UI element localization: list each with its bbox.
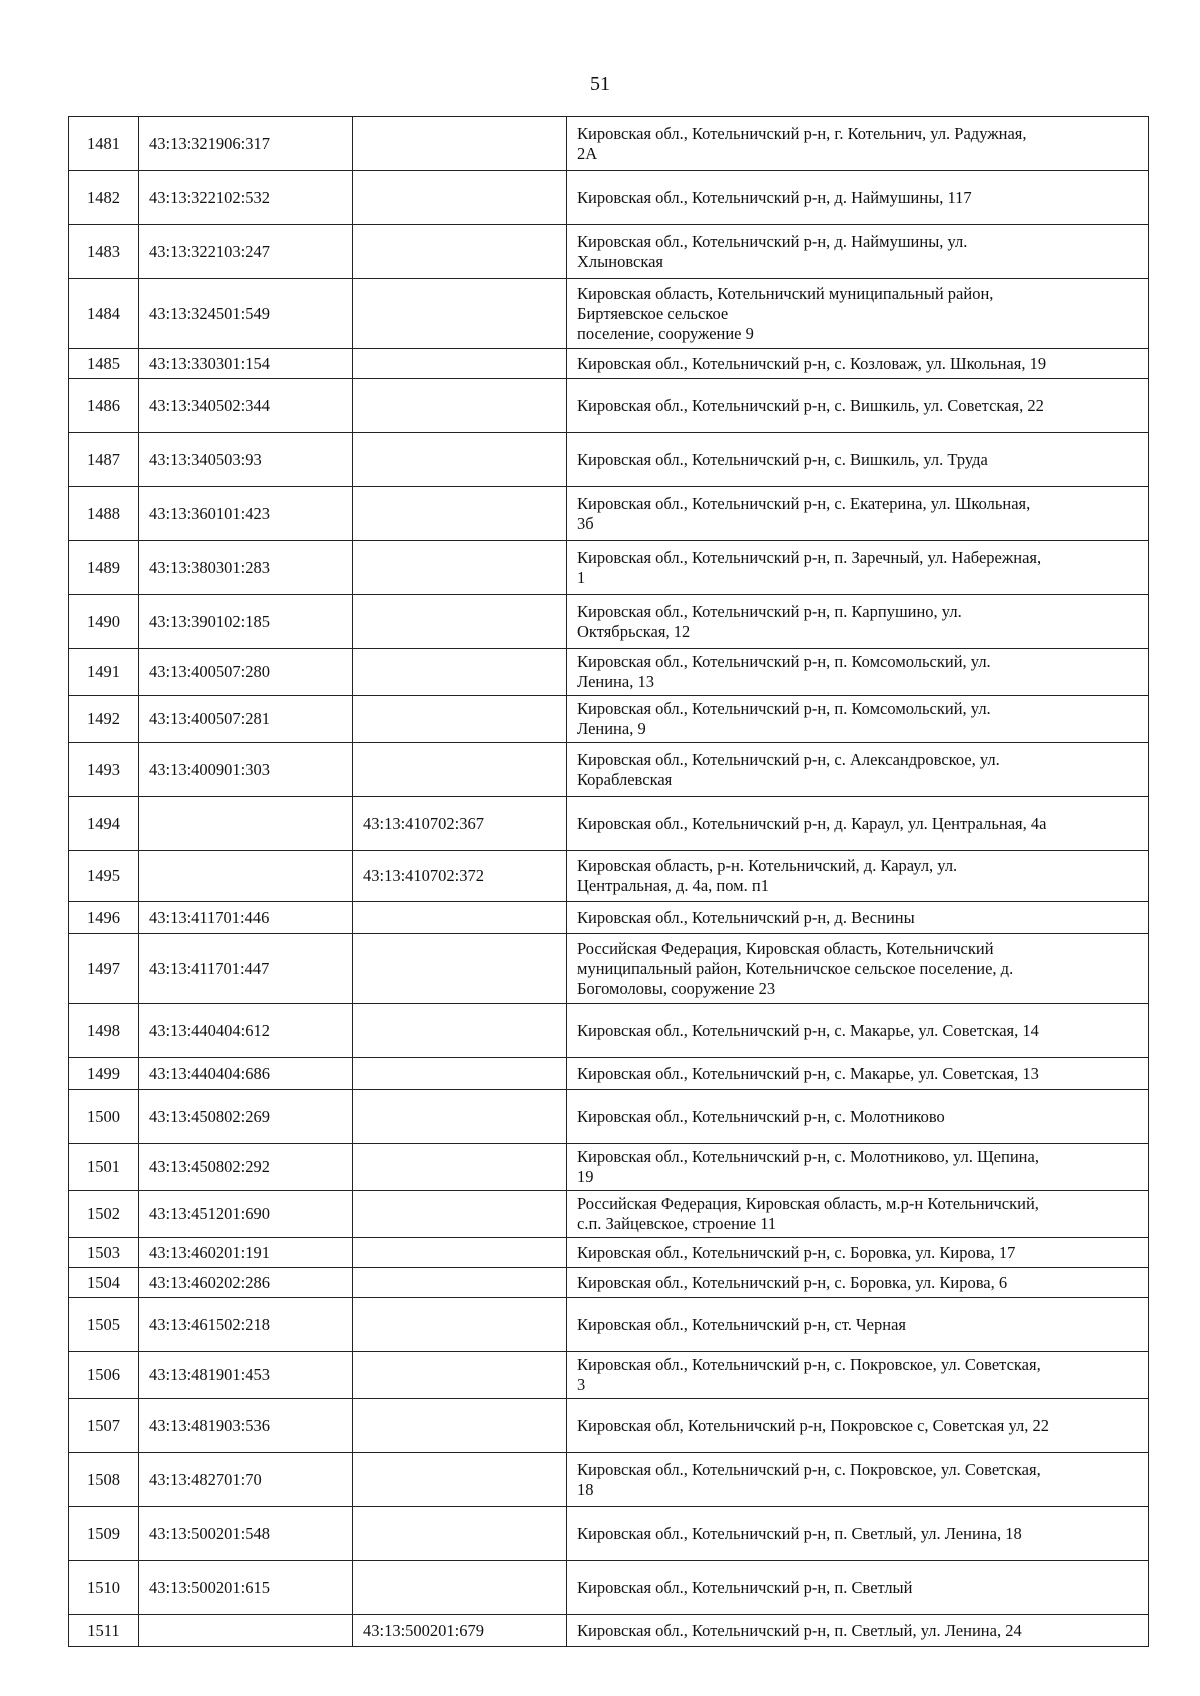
cadastral-number-cell: 43:13:322103:247 <box>139 225 353 279</box>
object-cadastral-number-cell <box>353 1090 567 1144</box>
row-number-cell: 1485 <box>69 349 139 379</box>
table-row <box>69 433 1149 487</box>
cadastral-number-cell <box>139 851 353 902</box>
address-cell: Кировская обл., Котельничский р-н, д. Наймушины, 117 <box>567 171 1149 225</box>
cadastral-number-cell: 43:13:390102:185 <box>139 595 353 649</box>
table-row <box>69 1058 1149 1090</box>
cadastral-number-cell: 43:13:482701:70 <box>139 1453 353 1507</box>
table-row <box>69 171 1149 225</box>
object-cadastral-number-cell <box>353 225 567 279</box>
row-number-cell: 1491 <box>69 649 139 696</box>
object-cadastral-number-cell <box>353 117 567 171</box>
object-cadastral-number-cell <box>353 934 567 1004</box>
address-cell: Кировская обл., Котельничский р-н, с. Макарье, ул. Советская, 14 <box>567 1004 1149 1058</box>
table-row <box>69 349 1149 379</box>
table-row <box>69 1238 1149 1268</box>
address-cell: Кировская обл., Котельничский р-н, с. Молотниково <box>567 1090 1149 1144</box>
cadastral-number-cell: 43:13:500201:548 <box>139 1507 353 1561</box>
table-row <box>69 902 1149 934</box>
table-row <box>69 797 1149 851</box>
address-cell: Кировская обл., Котельничский р-н, с. Вишкиль, ул. Труда <box>567 433 1149 487</box>
object-cadastral-number-cell <box>353 1144 567 1191</box>
table-row <box>69 1561 1149 1615</box>
address-cell: Кировская обл., Котельничский р-н, г. Котельнич, ул. Радужная, 2А <box>567 117 1149 171</box>
row-number-cell: 1488 <box>69 487 139 541</box>
address-cell: Российская Федерация, Кировская область, м.р-н Котельничский, с.п. Зайцевское, строение 11 <box>567 1191 1149 1238</box>
object-cadastral-number-cell <box>353 1268 567 1298</box>
object-cadastral-number-cell <box>353 379 567 433</box>
cadastral-number-cell: 43:13:440404:686 <box>139 1058 353 1090</box>
table-row <box>69 1090 1149 1144</box>
cadastral-number-cell: 43:13:460201:191 <box>139 1238 353 1268</box>
address-cell: Кировская обл., Котельничский р-н, д. Наймушины, ул. Хлыновская <box>567 225 1149 279</box>
address-cell: Кировская область, р-н. Котельничский, д. Караул, ул. Центральная, д. 4а, пом. п1 <box>567 851 1149 902</box>
object-cadastral-number-cell <box>353 1238 567 1268</box>
table-row <box>69 1004 1149 1058</box>
table-row <box>69 1268 1149 1298</box>
address-cell: Кировская обл., Котельничский р-н, с. Вишкиль, ул. Советская, 22 <box>567 379 1149 433</box>
table-row <box>69 649 1149 696</box>
row-number-cell: 1486 <box>69 379 139 433</box>
cadastral-number-cell <box>139 797 353 851</box>
table-row <box>69 117 1149 171</box>
cadastral-number-cell: 43:13:411701:446 <box>139 902 353 934</box>
table-row <box>69 1399 1149 1453</box>
row-number-cell: 1493 <box>69 743 139 797</box>
cadastral-number-cell: 43:13:340503:93 <box>139 433 353 487</box>
object-cadastral-number-cell: 43:13:410702:367 <box>353 797 567 851</box>
address-cell: Кировская обл., Котельничский р-н, д. Веснины <box>567 902 1149 934</box>
row-number-cell: 1483 <box>69 225 139 279</box>
table-row <box>69 696 1149 743</box>
table-row <box>69 225 1149 279</box>
address-cell: Кировская обл., Котельничский р-н, п. Светлый <box>567 1561 1149 1615</box>
row-number-cell: 1501 <box>69 1144 139 1191</box>
row-number-cell: 1509 <box>69 1507 139 1561</box>
table-row <box>69 279 1149 349</box>
table-row <box>69 1144 1149 1191</box>
cadastral-number-cell: 43:13:322102:532 <box>139 171 353 225</box>
row-number-cell: 1482 <box>69 171 139 225</box>
object-cadastral-number-cell <box>353 1058 567 1090</box>
cadastral-number-cell: 43:13:330301:154 <box>139 349 353 379</box>
table-row <box>69 934 1149 1004</box>
address-cell: Кировская обл., Котельничский р-н, с. Макарье, ул. Советская, 13 <box>567 1058 1149 1090</box>
cadastral-number-cell: 43:13:461502:218 <box>139 1298 353 1352</box>
address-cell: Кировская обл, Котельничский р-н, Покровское с, Советская ул, 22 <box>567 1399 1149 1453</box>
object-cadastral-number-cell: 43:13:500201:679 <box>353 1615 567 1647</box>
address-cell: Кировская обл., Котельничский р-н, с. Екатерина, ул. Школьная, 3б <box>567 487 1149 541</box>
object-cadastral-number-cell <box>353 541 567 595</box>
cadastral-number-cell: 43:13:411701:447 <box>139 934 353 1004</box>
table-row <box>69 1507 1149 1561</box>
row-number-cell: 1481 <box>69 117 139 171</box>
object-cadastral-number-cell <box>353 1191 567 1238</box>
object-cadastral-number-cell <box>353 1352 567 1399</box>
row-number-cell: 1505 <box>69 1298 139 1352</box>
row-number-cell: 1504 <box>69 1268 139 1298</box>
row-number-cell: 1499 <box>69 1058 139 1090</box>
row-number-cell: 1484 <box>69 279 139 349</box>
row-number-cell: 1506 <box>69 1352 139 1399</box>
cadastral-number-cell: 43:13:380301:283 <box>139 541 353 595</box>
cadastral-number-cell: 43:13:400507:281 <box>139 696 353 743</box>
cadastral-number-cell: 43:13:400507:280 <box>139 649 353 696</box>
object-cadastral-number-cell <box>353 433 567 487</box>
table-row <box>69 379 1149 433</box>
table-row <box>69 541 1149 595</box>
address-cell: Кировская область, Котельничский муниципальный район, Биртяевское сельское поселение, сооружение 9 <box>567 279 1149 349</box>
registry-table <box>68 116 1149 1647</box>
table-row <box>69 1352 1149 1399</box>
row-number-cell: 1503 <box>69 1238 139 1268</box>
table-row <box>69 487 1149 541</box>
object-cadastral-number-cell <box>353 902 567 934</box>
object-cadastral-number-cell <box>353 595 567 649</box>
cadastral-number-cell: 43:13:440404:612 <box>139 1004 353 1058</box>
row-number-cell: 1487 <box>69 433 139 487</box>
row-number-cell: 1489 <box>69 541 139 595</box>
address-cell: Кировская обл., Котельничский р-н, д. Караул, ул. Центральная, 4а <box>567 797 1149 851</box>
object-cadastral-number-cell <box>353 1399 567 1453</box>
object-cadastral-number-cell <box>353 696 567 743</box>
object-cadastral-number-cell <box>353 649 567 696</box>
address-cell: Кировская обл., Котельничский р-н, с. Александровское, ул. Кораблевская <box>567 743 1149 797</box>
object-cadastral-number-cell <box>353 171 567 225</box>
address-cell: Кировская обл., Котельничский р-н, с. Покровское, ул. Советская, 18 <box>567 1453 1149 1507</box>
table-row <box>69 743 1149 797</box>
object-cadastral-number-cell <box>353 743 567 797</box>
cadastral-number-cell: 43:13:340502:344 <box>139 379 353 433</box>
row-number-cell: 1510 <box>69 1561 139 1615</box>
row-number-cell: 1494 <box>69 797 139 851</box>
address-cell: Кировская обл., Котельничский р-н, с. Молотниково, ул. Щепина, 19 <box>567 1144 1149 1191</box>
row-number-cell: 1502 <box>69 1191 139 1238</box>
page-number: 51 <box>590 73 610 95</box>
row-number-cell: 1507 <box>69 1399 139 1453</box>
object-cadastral-number-cell <box>353 279 567 349</box>
address-cell: Кировская обл., Котельничский р-н, п. Комсомольский, ул. Ленина, 9 <box>567 696 1149 743</box>
cadastral-number-cell: 43:13:360101:423 <box>139 487 353 541</box>
row-number-cell: 1508 <box>69 1453 139 1507</box>
cadastral-number-cell <box>139 1615 353 1647</box>
address-cell: Российская Федерация, Кировская область, Котельничский муниципальный район, Котельничское сельское поселение, д. Богомоловы, сооружение 23 <box>567 934 1149 1004</box>
object-cadastral-number-cell <box>353 1507 567 1561</box>
address-cell: Кировская обл., Котельничский р-н, с. Боровка, ул. Кирова, 6 <box>567 1268 1149 1298</box>
address-cell: Кировская обл., Котельничский р-н, п. Светлый, ул. Ленина, 18 <box>567 1507 1149 1561</box>
address-cell: Кировская обл., Котельничский р-н, с. Покровское, ул. Советская, 3 <box>567 1352 1149 1399</box>
address-cell: Кировская обл., Котельничский р-н, п. Карпушино, ул. Октябрьская, 12 <box>567 595 1149 649</box>
cadastral-number-cell: 43:13:400901:303 <box>139 743 353 797</box>
address-cell: Кировская обл., Котельничский р-н, п. Заречный, ул. Набережная, 1 <box>567 541 1149 595</box>
row-number-cell: 1495 <box>69 851 139 902</box>
cadastral-number-cell: 43:13:451201:690 <box>139 1191 353 1238</box>
object-cadastral-number-cell <box>353 1561 567 1615</box>
cadastral-number-cell: 43:13:450802:292 <box>139 1144 353 1191</box>
table-row <box>69 1453 1149 1507</box>
object-cadastral-number-cell <box>353 1004 567 1058</box>
cadastral-number-cell: 43:13:324501:549 <box>139 279 353 349</box>
row-number-cell: 1496 <box>69 902 139 934</box>
address-cell: Кировская обл., Котельничский р-н, с. Козловаж, ул. Школьная, 19 <box>567 349 1149 379</box>
table-row <box>69 595 1149 649</box>
address-cell: Кировская обл., Котельничский р-н, с. Боровка, ул. Кирова, 17 <box>567 1238 1149 1268</box>
cadastral-number-cell: 43:13:450802:269 <box>139 1090 353 1144</box>
address-cell: Кировская обл., Котельничский р-н, п. Комсомольский, ул. Ленина, 13 <box>567 649 1149 696</box>
row-number-cell: 1511 <box>69 1615 139 1647</box>
row-number-cell: 1490 <box>69 595 139 649</box>
address-cell: Кировская обл., Котельничский р-н, п. Светлый, ул. Ленина, 24 <box>567 1615 1149 1647</box>
object-cadastral-number-cell <box>353 1453 567 1507</box>
registry-table-body <box>69 117 1149 1647</box>
row-number-cell: 1498 <box>69 1004 139 1058</box>
cadastral-number-cell: 43:13:460202:286 <box>139 1268 353 1298</box>
object-cadastral-number-cell <box>353 1298 567 1352</box>
address-cell: Кировская обл., Котельничский р-н, ст. Черная <box>567 1298 1149 1352</box>
object-cadastral-number-cell <box>353 487 567 541</box>
object-cadastral-number-cell: 43:13:410702:372 <box>353 851 567 902</box>
table-row <box>69 1298 1149 1352</box>
cadastral-number-cell: 43:13:481903:536 <box>139 1399 353 1453</box>
table-row <box>69 851 1149 902</box>
object-cadastral-number-cell <box>353 349 567 379</box>
cadastral-number-cell: 43:13:321906:317 <box>139 117 353 171</box>
table-row <box>69 1615 1149 1647</box>
cadastral-number-cell: 43:13:500201:615 <box>139 1561 353 1615</box>
cadastral-number-cell: 43:13:481901:453 <box>139 1352 353 1399</box>
row-number-cell: 1497 <box>69 934 139 1004</box>
row-number-cell: 1500 <box>69 1090 139 1144</box>
table-row <box>69 1191 1149 1238</box>
row-number-cell: 1492 <box>69 696 139 743</box>
